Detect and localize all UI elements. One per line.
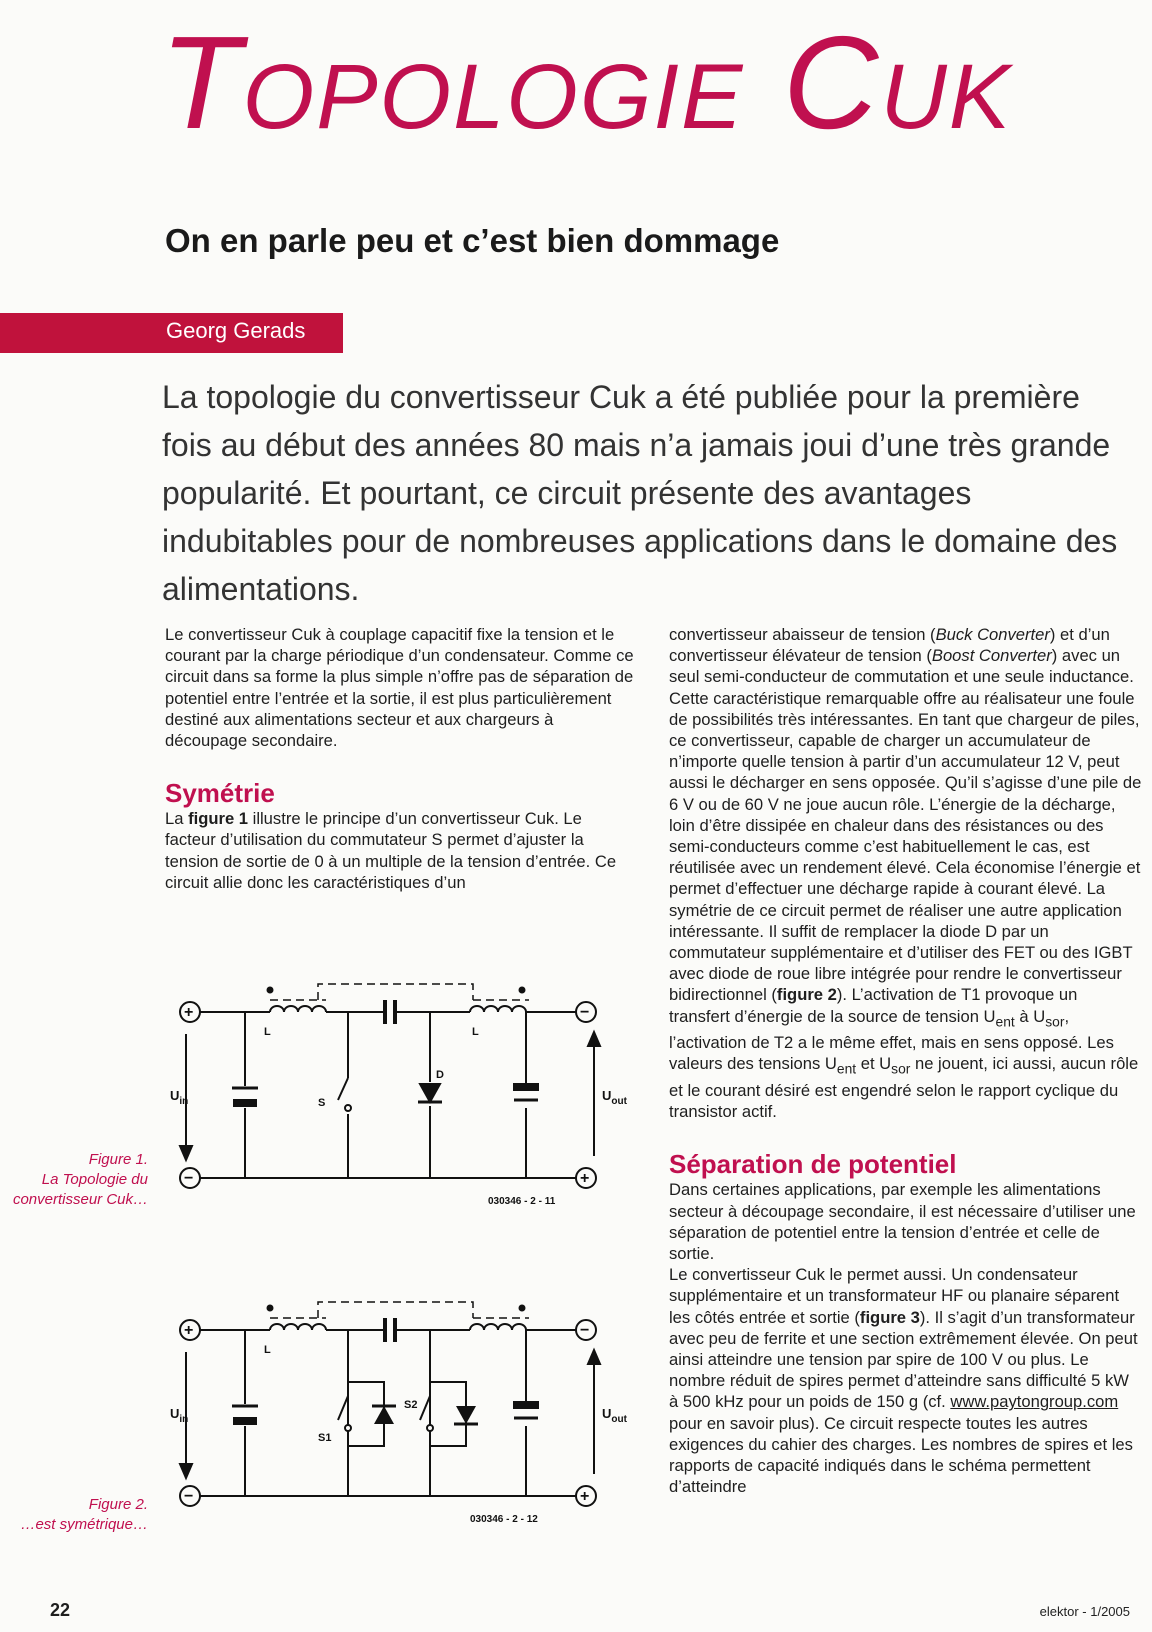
- figure2-caption: Figure 2. …est symétrique…: [20, 1496, 148, 1533]
- label-uout: $U_{out}$: [602, 1406, 627, 1425]
- subtitle: On en parle peu et c’est bien dommage: [165, 222, 780, 259]
- label-s: S: [318, 1097, 326, 1109]
- terminal-minus: −: [580, 1322, 590, 1339]
- figure2-schematic: [170, 1296, 627, 1531]
- terminal-minus: −: [184, 1170, 194, 1187]
- label-l: L: [264, 1344, 271, 1356]
- intro-paragraph: La topologie du convertisseur Cuk a été publiée pour la première fois au début des années 80 mais n’a jamais joui d’une très grande popularité. Et pourtant, ce circuit présente des avantages indubitables pour de nombreuses applications dans le domaine des alimentations.: [162, 379, 1118, 607]
- figure-ref: figure 3: [859, 1307, 920, 1327]
- paragraph: convertisseur abaisseur de tension (Buck Converter) et d’un convertisseur élévateur de tension (Boost Converter) avec un seul semi-conducteur de commutation et une seule inductance. Cette caractéristique remarquable offre au réalisateur une foule de possibilités très intéressantes. En tant que chargeur de piles, ce convertisseur, capable de charger un accumulateur de n’importe quelle tension à partir d’un accumulateur 12 V, peut aussi le décharger en sens opposée. Qu’il s’agisse d’une pile de 6 V ou de 60 V ne joue aucun rôle. L’énergie de la décharge, loin d’être dissipée en chaleur dans des résistances ou des semi-conducteurs comme c’est habituellement le cas, est réutilisée avec un rendement élevé. Cela économise l’énergie et permet d’effectuer une décharge rapide à courant élevé. La symétrie de ce circuit permet de réaliser une autre application intéressante. Il suffit de remplacer la diode D par un commutateur supplémentaire et d’utiliser des FET ou des IGBT avec diode de roue libre intégrée pour rendre le convertisseur bidirectionnel (figure 2). L’activation de T1 provoque un transfert d’énergie de la source de tension $U_{ent}$ à $U_{sor}$, l’activation de T2 a le même effet, mais en sens opposé. Les valeurs des tensions $U_{ent}$ et $U_{sor}$ ne jouent, ici aussi, aucun rôle et le courant désiré est engendré selon le rapport cyclique du transistor actif.: [669, 625, 1142, 1122]
- inductor-symbol: [270, 1006, 326, 1012]
- author: Georg Gerads: [166, 318, 306, 343]
- figure-code: 030346 - 2 - 12: [470, 1514, 538, 1525]
- inductor-symbol: [470, 1006, 526, 1012]
- figure-ref: figure 2: [776, 985, 837, 1005]
- label-s2: S2: [404, 1399, 418, 1411]
- label-d: D: [436, 1069, 444, 1081]
- heading-symetrie: Symétrie: [165, 778, 275, 809]
- figure-ref: figure 1: [188, 809, 249, 829]
- figure1-caption: Figure 1. La Topologie du convertisseur Cuk…: [12, 1151, 148, 1208]
- label-l: L: [472, 1026, 479, 1038]
- page-title: Topologie Cuk: [160, 9, 1013, 156]
- paragraph: Dans certaines applications, par exemple les alimentations secteur à découpage secondaire, il est nécessaire d’utiliser une séparation de potentiel entre la tension d’entrée et celle de sortie.: [669, 1180, 1136, 1263]
- paragraph: Le convertisseur Cuk à couplage capacitif fixe la tension et le courant par la charge périodique d’un condensateur. Comme ce circuit dans sa forme la plus simple n’offre pas de séparation de potentiel entre l’entrée et la sortie, il est plus particulièrement destiné aux alimentations secteur et aux chargeurs à découpage secondaire.: [165, 625, 634, 751]
- column-right: [669, 624, 1142, 1497]
- label-s1: S1: [318, 1432, 332, 1444]
- label-uout: $U_{out}$: [602, 1088, 627, 1107]
- terminal-plus: +: [580, 1488, 590, 1505]
- terminal-minus: −: [184, 1488, 194, 1505]
- terminal-plus: +: [184, 1004, 194, 1021]
- label-uin: $U_{in}$: [170, 1406, 189, 1425]
- paragraph: La figure 1 illustre le principe d’un convertisseur Cuk. Le facteur d’utilisation du commutateur S permet d’ajuster la tension de sortie de 0 à un multiple de la tension d’entrée. Ce circuit allie donc les caractéristiques d’un: [165, 809, 617, 892]
- paragraph: Le convertisseur Cuk le permet aussi. Un condensateur supplémentaire et un transformateur HF ou planaire séparent les côtés entrée et sortie (figure 3). Il s’agit d’un transformateur avec peu de ferrite et une section extrêmement élevée. On peut ainsi atteindre une tension par spire de 100 V ou plus. Le nombre réduit de spires permet d’atteindre sans difficulté 5 kW à 500 kHz pour un poids de 150 g (cf. www.paytongroup.com pour en savoir plus). Ce circuit respecte toutes les autres exigences du cahier des charges. Les nombres de spires et les rapports de capacité indiqués dans le schéma permettent d’atteindre: [669, 1265, 1138, 1497]
- magazine-issue: elektor - 1/2005: [1039, 1604, 1130, 1619]
- terminal-plus: +: [580, 1170, 590, 1187]
- heading-separation: Séparation de potentiel: [669, 1149, 957, 1180]
- label-l: L: [264, 1026, 271, 1038]
- page-number: 22: [50, 1600, 71, 1620]
- terminal-plus: +: [184, 1322, 194, 1339]
- label-uin: $U_{in}$: [170, 1088, 189, 1107]
- figure1-schematic: [170, 978, 627, 1213]
- figure-code: 030346 - 2 - 11: [488, 1196, 556, 1207]
- web-link[interactable]: www.paytongroup.com: [950, 1392, 1119, 1412]
- column-left: [165, 624, 637, 893]
- terminal-minus: −: [580, 1004, 590, 1021]
